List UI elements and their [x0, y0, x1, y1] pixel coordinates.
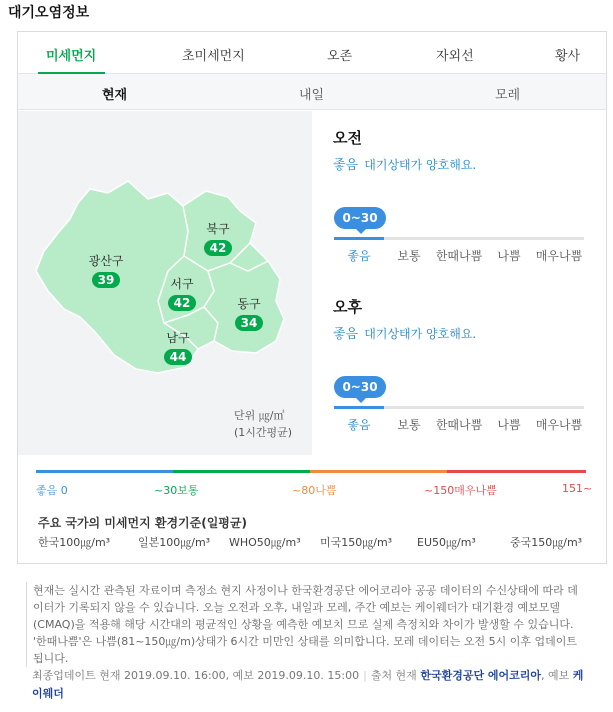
standard-who: WHO50㎍/m³: [229, 536, 301, 549]
legend-bar-bad: [310, 470, 447, 473]
afternoon-range-pill: 0~30: [334, 376, 386, 398]
district-dong[interactable]: [227, 295, 271, 331]
morning-range-pill: 0~30: [334, 207, 386, 229]
legend-label-bad: ~80나쁨: [292, 484, 337, 497]
morning-grade-sometimes-bad: 한때나쁨: [435, 249, 483, 263]
day-tabs: [18, 74, 606, 110]
district-buk[interactable]: [196, 220, 240, 256]
air-quality-panel: [17, 31, 607, 564]
tab-tomorrow[interactable]: 내일: [299, 88, 325, 103]
unit-average: (1시간평균): [234, 426, 293, 439]
morning-scale-bar: [334, 237, 584, 240]
district-value: 44: [164, 349, 193, 365]
district-name: 남구: [166, 331, 190, 345]
tab-uv[interactable]: 자외선: [436, 49, 474, 64]
forecast-panel: [312, 111, 606, 455]
source-prefix: 출처 현재: [370, 669, 417, 682]
afternoon-grade-normal: 보통: [397, 418, 421, 432]
legend-label-good: 좋음 0: [36, 484, 68, 497]
morning-grade-bad: 나쁨: [497, 249, 521, 263]
afternoon-grade-very-bad: 매우나쁨: [535, 418, 583, 432]
morning-grade-very-bad: 매우나쁨: [535, 249, 583, 263]
page-title: 대기오염정보: [8, 5, 90, 21]
standard-eu: EU50㎍/m³: [417, 536, 476, 549]
district-value: 42: [168, 295, 197, 311]
morning-status-desc: 대기상태가 양호해요.: [364, 158, 477, 172]
source-link-airkorea[interactable]: 한국환경공단 에어코리아: [420, 669, 542, 682]
district-value: 39: [92, 272, 121, 288]
legend-bar-normal: [173, 470, 310, 473]
legend-label-normal: ~30보통: [154, 484, 199, 497]
afternoon-scale-active: [334, 406, 384, 409]
morning-grade-good: 좋음: [347, 249, 371, 263]
unit-note: [234, 407, 292, 441]
morning-status: [333, 154, 476, 173]
district-name: 동구: [237, 297, 261, 311]
afternoon-scale-bar: [334, 406, 584, 409]
district-seo[interactable]: [160, 275, 204, 311]
district-value: 34: [235, 315, 264, 331]
district-gwangsan[interactable]: [84, 252, 128, 288]
legend-label-very-bad: ~150매우나쁨: [424, 484, 497, 497]
district-name: 서구: [170, 277, 194, 291]
note-text: 현재는 실시간 관측된 자료이며 측정소 현지 사정이나 한국환경공단 에어코리아 공공 데이터의 수신상태에 따라 데이터가 기록되지 않을 수 있습니다. 오늘 오전과 오후, 내일과 모레, 주간 예보는 케이웨더가 대기환경 예보모델(CMAQ)을 적용해 해당 시간대의 평균적인 상황을 예측한 예보치 므로 실제 측정치와 차이가 발생할 수 있습니다. '한때나쁨'은 나쁨(81~150㎍/m)상태가 6시간 미만인 상태를 의미합니다. 모레 데이터는 오전 5시 이후 업데이트 됩니다.: [33, 584, 578, 665]
update-info: [32, 667, 592, 703]
source-mid: , 예보: [541, 669, 570, 682]
district-nam[interactable]: [156, 329, 200, 365]
standard-japan: 일본100㎍/m³: [138, 536, 211, 549]
source-link-kweather[interactable]: 케이웨더: [32, 669, 584, 700]
district-value: 42: [204, 240, 233, 256]
separator: |: [363, 669, 367, 682]
tab-fine-dust[interactable]: 미세먼지: [46, 49, 97, 64]
afternoon-status-label: 좋음: [333, 327, 359, 342]
legend-bar-good: [36, 470, 173, 473]
standards-title: 주요 국가의 미세먼지 환경기준(일평균): [38, 516, 247, 530]
afternoon-title: 오후: [333, 298, 362, 316]
tab-ultrafine-dust[interactable]: 초미세먼지: [182, 49, 245, 64]
morning-status-label: 좋음: [333, 158, 359, 173]
morning-title: 오전: [333, 129, 362, 147]
afternoon-grade-good: 좋음: [347, 418, 371, 432]
morning-scale-active: [334, 237, 384, 240]
standard-china: 중국150㎍/m³: [510, 536, 583, 549]
district-name: 광산구: [88, 254, 124, 268]
afternoon-grade-sometimes-bad: 한때나쁨: [435, 418, 483, 432]
afternoon-status-desc: 대기상태가 양호해요.: [364, 327, 477, 341]
morning-grade-normal: 보통: [397, 249, 421, 263]
standard-korea: 한국100㎍/m³: [38, 536, 111, 549]
district-name: 북구: [206, 222, 230, 236]
tab-ozone[interactable]: 오존: [327, 49, 353, 64]
update-time: 최종업데이트 현재 2019.09.10. 16:00, 예보 2019.09.10. 15:00: [32, 669, 360, 682]
legend-label-max: 151~: [562, 482, 593, 495]
pollutant-tabs: [18, 32, 606, 74]
standard-usa: 미국150㎍/m³: [320, 536, 393, 549]
tab-now[interactable]: 현재: [102, 88, 128, 103]
tab-day-after[interactable]: 모레: [495, 88, 521, 103]
unit-label: 단위 ㎍/㎥: [234, 409, 285, 422]
district-map: [18, 111, 312, 455]
disclaimer-note: [26, 582, 588, 667]
tab-yellow-dust[interactable]: 황사: [555, 49, 581, 64]
legend-bar-very-bad: [447, 470, 586, 473]
afternoon-status: [333, 323, 476, 342]
afternoon-grade-bad: 나쁨: [497, 418, 521, 432]
